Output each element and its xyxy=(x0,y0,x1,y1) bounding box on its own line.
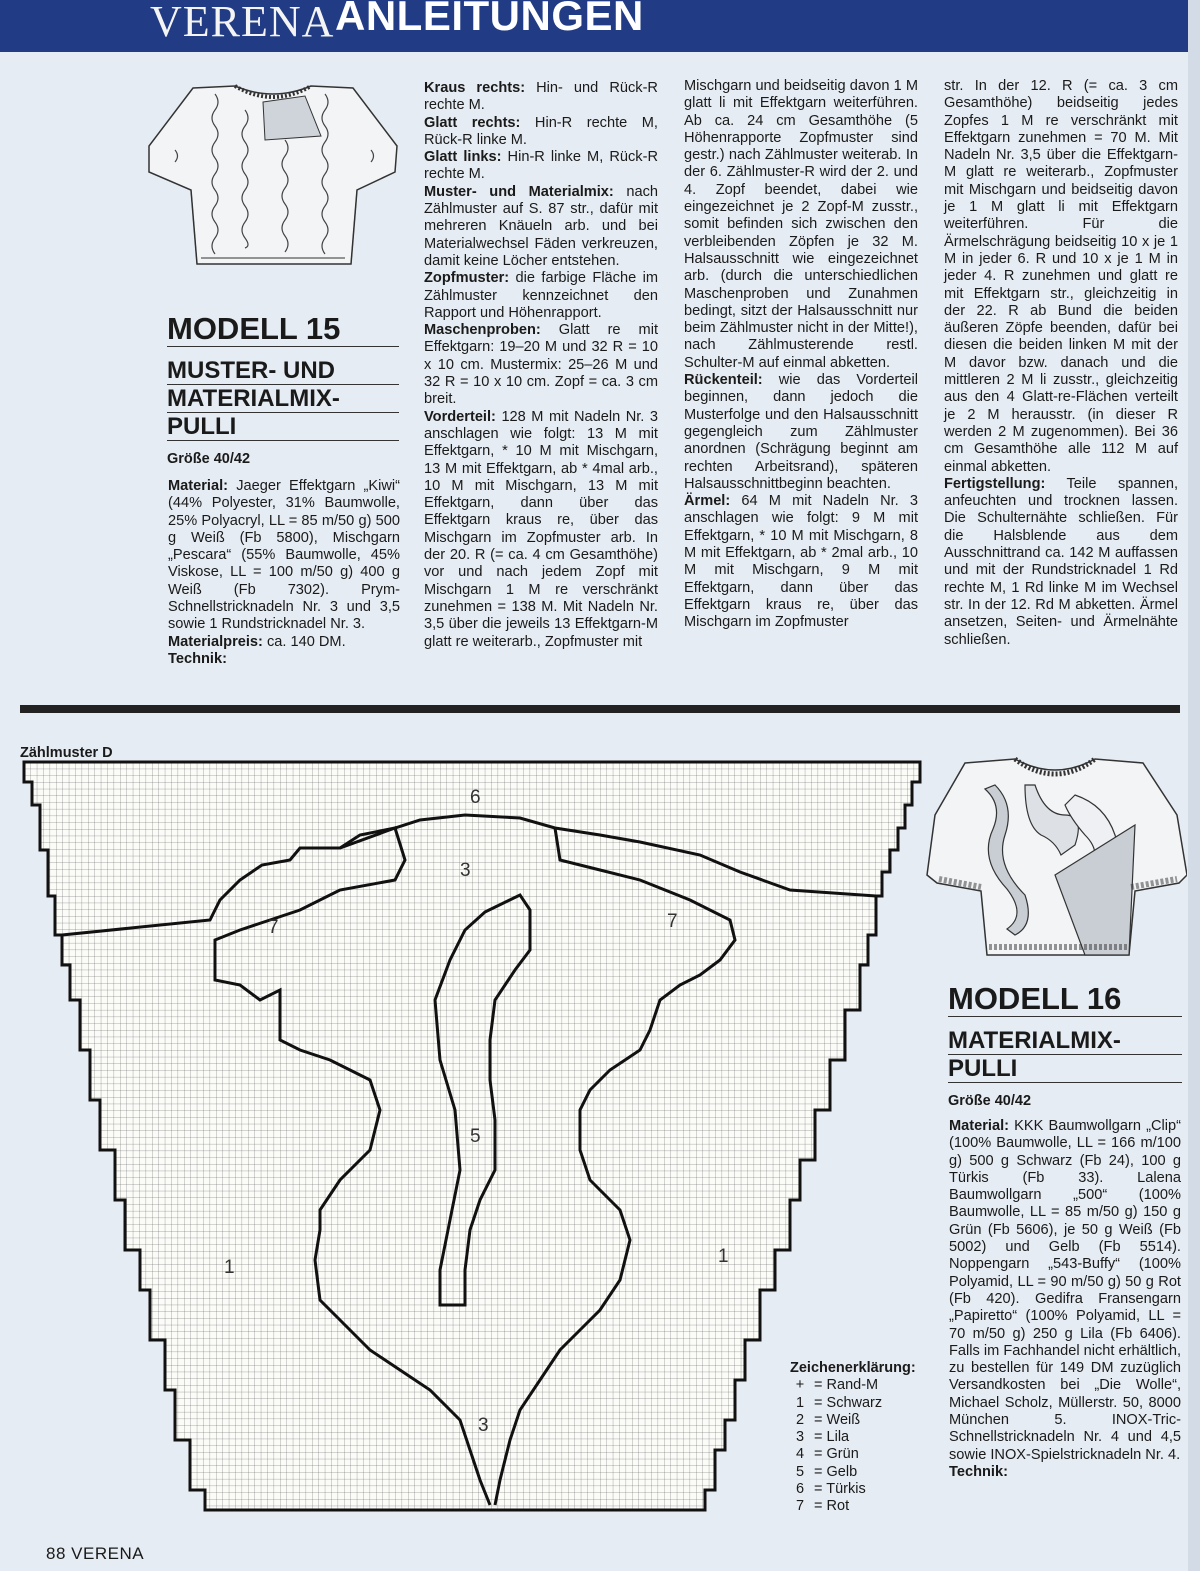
footer-brand: VERENA xyxy=(71,1544,145,1563)
instruction-text: 128 M mit Nadeln Nr. 3 anschlagen wie folgt: 13 M mit Effektgarn, * 10 M mit Mischgarn, 13 M mit Effektgarn, ab * 4mal arb., 10 M mit Mischgarn, 13 M mit Effektgarn, dann über das Effektgarn kraus re, über das Mischgarn im Zopfmuster arb. In der 20. R (= ca. 4 cm Gesamthöhe) vor und nach jedem Zopf mit Mischgarn 1 M re verschränkt zunehmen = 138 M. Mit Nadeln Nr. 3,5 über die jeweils 13 Effektgarn-M glatt re weiterarb., Zopfmuster mit xyxy=(424,408,658,650)
instruction-text: Hin-R rechte M, Rück-R linke M. xyxy=(424,114,658,148)
chart-legend xyxy=(790,1360,916,1516)
brand-title: VERENA xyxy=(150,0,335,46)
modell15-material-label: Material: xyxy=(168,478,229,494)
section-title: ANLEITUNGEN xyxy=(335,0,644,39)
modell15-material-text: Jaeger Effektgarn „Kiwi“ (44% Polyester, 31% Baumwolle, 25% Polyacryl, LL = 85 m/50 g) 500 g Weiß (Fb 5800), Mischgarn „Pescara“ (55% Baumwolle, 45% Viskose, LL = 100 m/50 g) 400 g Weiß (Fb 7302). Prym-Schnellstricknadeln Nr. 3 und 3,5 sowie 1 Rundstricknadel Nr. 3. xyxy=(168,478,401,633)
instruction-label: Rückenteil: xyxy=(684,372,763,389)
modell16-material-label: Material: xyxy=(949,1118,1010,1134)
chart-region-number: 6 xyxy=(470,787,481,808)
modell15-subtitle-line1: MUSTER- UND xyxy=(167,357,399,385)
legend-symbol: 5 xyxy=(795,1463,805,1480)
modell16-sweater-illustration xyxy=(925,755,1187,965)
instruction-label: Glatt rechts: xyxy=(424,114,521,131)
legend-text: = Gelb xyxy=(814,1463,858,1480)
legend-text: = Schwarz xyxy=(814,1394,883,1411)
modell15-title: MODELL 15 xyxy=(167,312,399,347)
instruction-text: 64 M mit Nadeln Nr. 3 anschlagen wie folgt: 9 M mit Effektgarn, * 10 M mit Mischgarn, 8 M mit Effektgarn, ab * 2mal arb., 10 M mit Mischgarn, 9 M mit Effektgarn, dann über das Effektgarn kraus re, über das Mischgarn im Zopfmuster xyxy=(684,493,918,631)
modell16-size: Größe 40/42 xyxy=(948,1093,1032,1109)
legend-symbol: + xyxy=(795,1377,805,1394)
legend-item xyxy=(790,1464,916,1481)
instruction-text: str. In der 12. R (= ca. 3 cm Gesamthöhe) beidseitig jedes Zopfes 1 M re verschränkt mit Effektgarn zunehmen = 70 M. Mit Nadeln Nr. 3,5 über die Effektgarn-M glatt re weiterarb., Zopfmuster mit Mischgarn und beidseitig davon je 1 M glatt li mit Effektgarn weiterführen. Für die Ärmelschrägung beidseitig 10 x je 1 M in jeder 6. R und 10 x je 1 M in jeder 4. R zunehmen und glatt re mit Effektgarn str., gleichzeitig in der 22. R ab Bund die beiden äußeren Zöpfe beenden, dafür bei diesen die beiden linken M mit der M davor bzw. danach und die mittleren 2 M li zusstr., gleichzeitig aus den 4 Glatt-re-Flächen verteilt je 2 M herausstr. (in dieser R werden 2 M zugenommen). Bei 36 cm Gesamthöhe alle 112 M auf einmal abketten. xyxy=(944,78,1178,475)
modell16-title-block xyxy=(948,982,1182,1109)
instruction-text: Glatt re mit Effektgarn: 19–20 M und 32 R = 10 x 10 cm. Mustermix: 25–26 M und 32 R = 10 x 10 cm. Zopf = ca. 3 cm breit. xyxy=(424,322,658,408)
modell16-technik-label: Technik: xyxy=(949,1463,1008,1480)
chart-region-number: 7 xyxy=(667,911,678,932)
instruction-label: Glatt links: xyxy=(424,149,502,166)
legend-item xyxy=(790,1395,916,1412)
legend-item xyxy=(790,1412,916,1429)
legend-symbol: 7 xyxy=(795,1498,805,1515)
chart-label: Zählmuster D xyxy=(20,745,113,761)
chart-region-number: 3 xyxy=(478,1415,489,1436)
legend-item xyxy=(790,1377,916,1394)
instruction-text: Hin-R linke M, Rück-R rechte M. xyxy=(424,149,658,183)
legend-title: Zeichenerklärung: xyxy=(790,1360,916,1376)
chart-region-number: 7 xyxy=(268,917,279,938)
modell16-title: MODELL 16 xyxy=(948,982,1182,1017)
instruction-label: Ärmel: xyxy=(684,493,731,510)
legend-symbol: 1 xyxy=(795,1394,805,1411)
instruction-text: Teile spannen, anfeuchten und trocknen lassen. Die Schulternähte schließen. Für die Halsblende aus dem Ausschnittrand ca. 142 M auffassen und mit der Rundstricknadel 1 Rd rechte M, 1 Rd linke M im Wechsel str. In der 12. Rd M abketten. Ärmel ansetzen, Seiten- und Ärmelnähte schließen. xyxy=(944,475,1178,648)
legend-symbol: 6 xyxy=(795,1481,805,1498)
legend-text: = Lila xyxy=(814,1429,850,1446)
instruction-text: nach Zählmuster auf S. 87 str., dafür mit mehreren Knäueln arb. und bei Materialwechsel Fäden verkreuzen, damit keine Löcher entstehen. xyxy=(424,183,658,269)
legend-text: = Rot xyxy=(814,1498,850,1515)
modell16-subtitle-line1: MATERIALMIX- xyxy=(948,1027,1182,1055)
instruction-label: Zopfmuster: xyxy=(424,270,510,287)
instruction-label: Fertigstellung: xyxy=(944,475,1046,492)
instruction-label: Maschenproben: xyxy=(424,322,541,339)
instruction-label: Kraus rechts: xyxy=(424,80,526,96)
instruction-text: die farbige Fläche im Zählmuster kennzeichnet den Rapport und Höhenrapport. xyxy=(424,270,658,321)
chart-region-number: 5 xyxy=(470,1126,481,1147)
legend-item xyxy=(790,1429,916,1446)
legend-text: = Türkis xyxy=(814,1481,866,1498)
legend-item xyxy=(790,1446,916,1463)
modell16-material xyxy=(949,1118,1181,1481)
chart-region-number: 1 xyxy=(718,1246,729,1267)
modell15-subtitle-line3: PULLI xyxy=(167,413,399,441)
legend-text: = Grün xyxy=(814,1446,859,1463)
legend-symbol: 2 xyxy=(795,1411,805,1428)
legend-symbol: 3 xyxy=(795,1429,805,1446)
modell15-technik-label: Technik: xyxy=(168,650,227,667)
instruction-text: Hin- und Rück-R rechte M. xyxy=(424,80,658,114)
legend-text: = Rand-M xyxy=(814,1377,879,1394)
modell15-price: ca. 140 DM. xyxy=(266,633,346,650)
legend-symbol: 4 xyxy=(795,1446,805,1463)
modell15-subtitle-line2: MATERIALMIX- xyxy=(167,385,399,413)
legend-item xyxy=(790,1481,916,1498)
instruction-text: wie das Vorderteil beginnen, dann jedoch die Musterfolge und den Halsausschnitt gegengleich zum Zählmuster anordnen (Schrägung beginnt am rechten Arbeitsrand), späteren Halsausschnittbeginn beachten. xyxy=(684,372,918,492)
instruction-label: Muster- und Materialmix: xyxy=(424,183,614,200)
chart-region-number: 1 xyxy=(224,1257,235,1278)
page-number: 88 xyxy=(46,1544,66,1563)
chart-region-number: 3 xyxy=(460,860,471,881)
legend-item xyxy=(790,1498,916,1515)
modell16-subtitle-line2: PULLI xyxy=(948,1055,1182,1083)
instruction-text: Mischgarn und beidseitig davon 1 M glatt li mit Effektgarn weiterführen. Ab ca. 24 cm Gesamthöhe (5 Höhenrapporte Zopfmuster sind gestr.) nach Zählmuster weiterab. In der 6. Zählmuster-R wird der 2. und 4. Zopf beendet, dabei wie eingezeichnet je 2 Zopf-M zusstr., somit befinden sich zwischen den verbleibenden Zöpfen je 32 M. Halsausschnitt wie eingezeichnet arb. (durch die unterschiedlichen Maschenproben und Zunahmen bedingt, sitzt der Halsausschnitt nur beim Zählmuster nicht in der Mitte!), nach Zählmusterende restl. Schulter-M auf einmal abketten. xyxy=(684,78,918,371)
page-footer xyxy=(46,1544,144,1564)
modell15-price-label: Materialpreis: xyxy=(168,633,263,650)
instruction-label: Vorderteil: xyxy=(424,408,496,425)
modell16-material-text: KKK Baumwollgarn „Clip“ (100% Baumwolle, LL = 166 m/100 g) 500 g Schwarz (Fb 24), 100 g Türkis (Fb 33). Lalena Baumwollgarn „500“ (100% Baumwolle, LL = 85 m/50 g) 150 g Grün (Fb 5606), je 50 g Weiß (Fb 5002) und Gelb (Fb 5514). Noppengarn „543-Buffy“ (100% Polyamid, LL = 90 m/50 g) 50 g Rot (Fb 420). Gedifra Fransengarn „Papiretto“ (100% Polyamid, LL = 70 m/50 g) 250 g Lila (Fb 6406). Falls im Fachhandel nicht erhältlich, zu bestellen für 149 DM zuzüglich Versandkosten bei „Die Wolle“, Michael Scholz, Müllerstr. 50, 8000 München 5. INOX-Tric-Schnellstricknadeln Nr. 4 und 4,5 sowie INOX-Spielstricknadeln Nr. 4. xyxy=(949,1118,1181,1463)
legend-text: = Weiß xyxy=(814,1411,861,1428)
modell15-size: Größe 40/42 xyxy=(167,451,251,467)
